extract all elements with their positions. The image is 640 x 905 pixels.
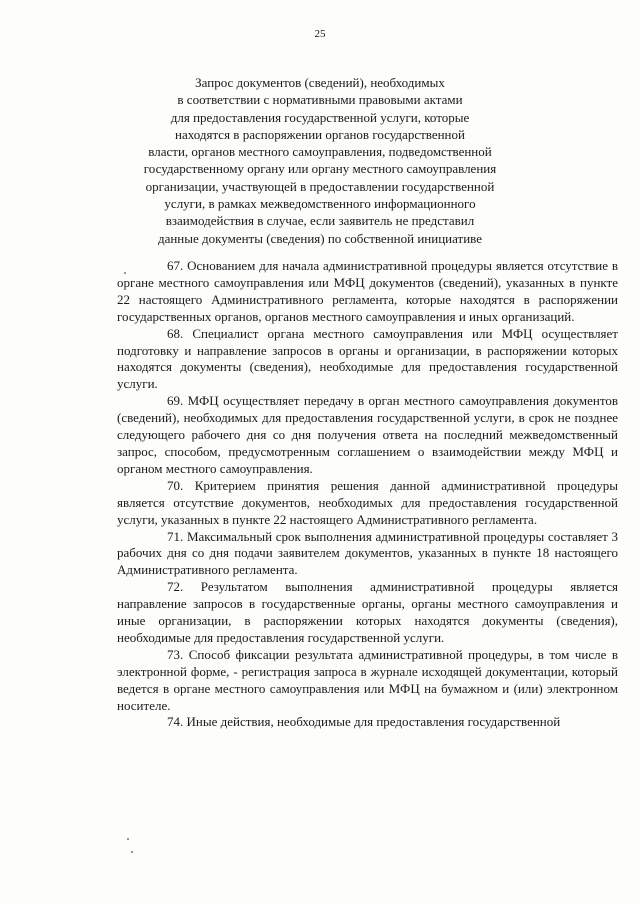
heading-line: в соответствии с нормативными правовыми актами: [177, 92, 463, 108]
heading-line: организации, участвующей в предоставлении государственной: [145, 178, 495, 194]
heading-line: государственному органу или органу местного самоуправления: [143, 161, 497, 177]
paragraph-74: 74. Иные действия, необходимые для предоставления государственной: [167, 714, 561, 730]
heading-line: услуги, в рамках межведомственного информационного: [164, 196, 476, 212]
page-number: 25: [314, 28, 326, 40]
paragraph-73: 73. Способ фиксации результата административной процедуры, в том числе в электронной форме, - регистрация запроса в журнале исходящей документации, который ведется в органе местного самоуправления или МФЦ на бумажном и (или) электронном носителе.: [117, 646, 618, 713]
paragraph-69: 69. МФЦ осуществляет передачу в орган местного самоуправления документов (сведений), необходимых для предоставления государственной услуги, в срок не позднее следующего рабочего дня со дня получения ответа на последний межведомственный запрос, способом, предусмотренным соглашением о взаимодействии между МФЦ и органом местного самоуправления.: [117, 393, 618, 476]
body-text: [117, 258, 618, 731]
heading-line: Запрос документов (сведений), необходимых: [195, 75, 445, 90]
paragraph-70: 70. Критерием принятия решения данной административной процедуры является отсутствие документов, необходимых для предоставления государственной услуги, указанных в пункте 22 настоящего Административного регламента.: [117, 477, 618, 527]
section-heading: [0, 74, 640, 247]
paragraph-67: 67. Основанием для начала административной процедуры является отсутствие в органе местного самоуправления или МФЦ документов (сведений), указанных в пункте 22 настоящего Административного регламента, которые находятся в распоряжении государственных органов, органов местного самоуправления и иных организаций.: [117, 258, 618, 324]
heading-line: находятся в распоряжении органов государственной: [175, 126, 465, 142]
paragraph-68: 68. Специалист органа местного самоуправления или МФЦ осуществляет подготовку и направление запросов в органы и организации, в распоряжении которых находятся документы (сведения), необходимые для предоставления государственной услуги.: [117, 325, 618, 392]
heading-line: власти, органов местного самоуправления, подведомственной: [148, 144, 492, 160]
heading-line: для предоставления государственной услуги, которые: [170, 109, 470, 125]
scan-speck: [131, 851, 133, 853]
paragraph-71: 71. Максимальный срок выполнения административной процедуры составляет 3 рабочих дня со дня подачи заявителем документов, указанных в пункте 18 настоящего Административного регламента.: [117, 528, 618, 578]
heading-line: данные документы (сведения) по собственной инициативе: [157, 230, 483, 246]
scan-speck: [124, 272, 126, 274]
heading-line: взаимодействия в случае, если заявитель не представил: [165, 213, 475, 229]
paragraph-72: 72. Результатом выполнения административной процедуры является направление запросов в государственные органы, органы местного самоуправления и иные организации, в распоряжении которых находятся документы (сведения), необходимые для предоставления государственной услуги.: [117, 579, 618, 645]
scan-speck: [127, 838, 129, 840]
